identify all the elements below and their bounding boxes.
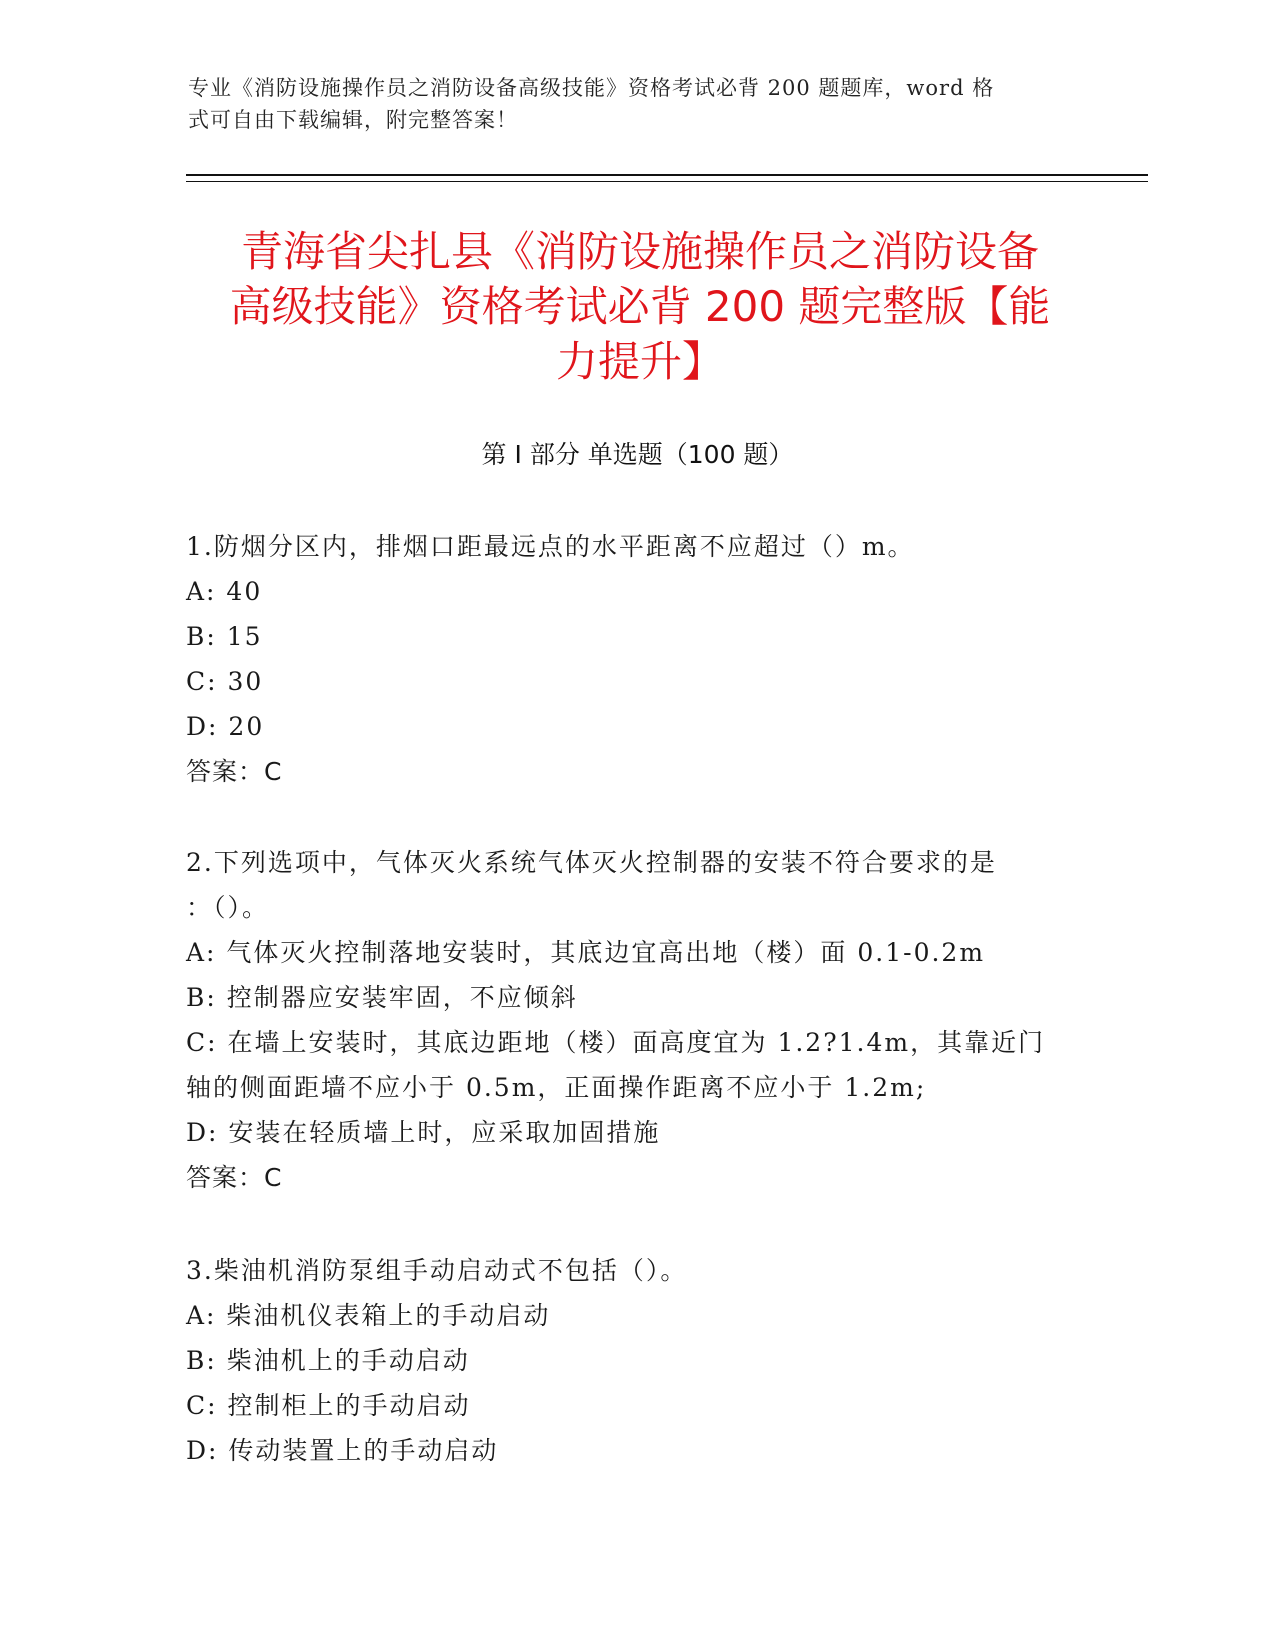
option-a: A: 40	[186, 577, 263, 606]
header-divider-thick	[186, 174, 1148, 176]
answer: 答案：C	[186, 757, 283, 786]
question-3	[186, 1248, 1086, 1473]
option-d: D: 传动装置上的手动启动	[186, 1436, 499, 1465]
option-a: A: 柴油机仪表箱上的手动启动	[186, 1301, 551, 1330]
document-title-line-1: 青海省尖扎县《消防设施操作员之消防设备	[240, 227, 1039, 276]
option-c: C: 控制柜上的手动启动	[186, 1391, 471, 1420]
header-note-line-1: 专业《消防设施操作员之消防设备高级技能》资格考试必背 200 题题库，word 格	[188, 76, 995, 100]
option-c: C: 30	[186, 667, 264, 696]
option-c: C: 在墙上安装时，其底边距地（楼）面高度宜为 1.2?1.4m，其靠近门	[186, 1028, 1046, 1057]
question-2	[186, 840, 1086, 1200]
question-1	[186, 524, 1086, 794]
document-title-line-3: 力提升】	[555, 337, 724, 386]
option-a: A: 气体灭火控制落地安装时，其底边宜高出地（楼）面 0.1-0.2m	[186, 938, 986, 967]
option-d: D: 安装在轻质墙上时，应采取加固措施	[186, 1118, 661, 1147]
option-b: B: 控制器应安装牢固，不应倾斜	[186, 983, 578, 1012]
option-c-continued: 轴的侧面距墙不应小于 0.5m，正面操作距离不应小于 1.2m;	[186, 1073, 927, 1102]
question-stem: 3.柴油机消防泵组手动启动式不包括（）。	[186, 1256, 688, 1285]
section-heading: 第 I 部分 单选题（100 题）	[481, 440, 794, 469]
question-stem: 1.防烟分区内，排烟口距最远点的水平距离不应超过（）m。	[186, 532, 915, 561]
question-stem-continued: ：（）。	[186, 893, 270, 922]
option-b: B: 柴油机上的手动启动	[186, 1346, 470, 1375]
header-note	[188, 72, 1088, 136]
document-title	[190, 224, 1090, 389]
option-b: B: 15	[186, 622, 263, 651]
header-divider-thin	[186, 181, 1148, 182]
header-note-line-2: 式可自由下载编辑，附完整答案！	[188, 108, 518, 132]
option-d: D: 20	[186, 712, 265, 741]
document-title-line-2: 高级技能》资格考试必背 200 题完整版【能	[229, 282, 1051, 331]
question-stem: 2.下列选项中，气体灭火系统气体灭火控制器的安装不符合要求的是	[186, 848, 997, 877]
answer: 答案：C	[186, 1163, 283, 1192]
